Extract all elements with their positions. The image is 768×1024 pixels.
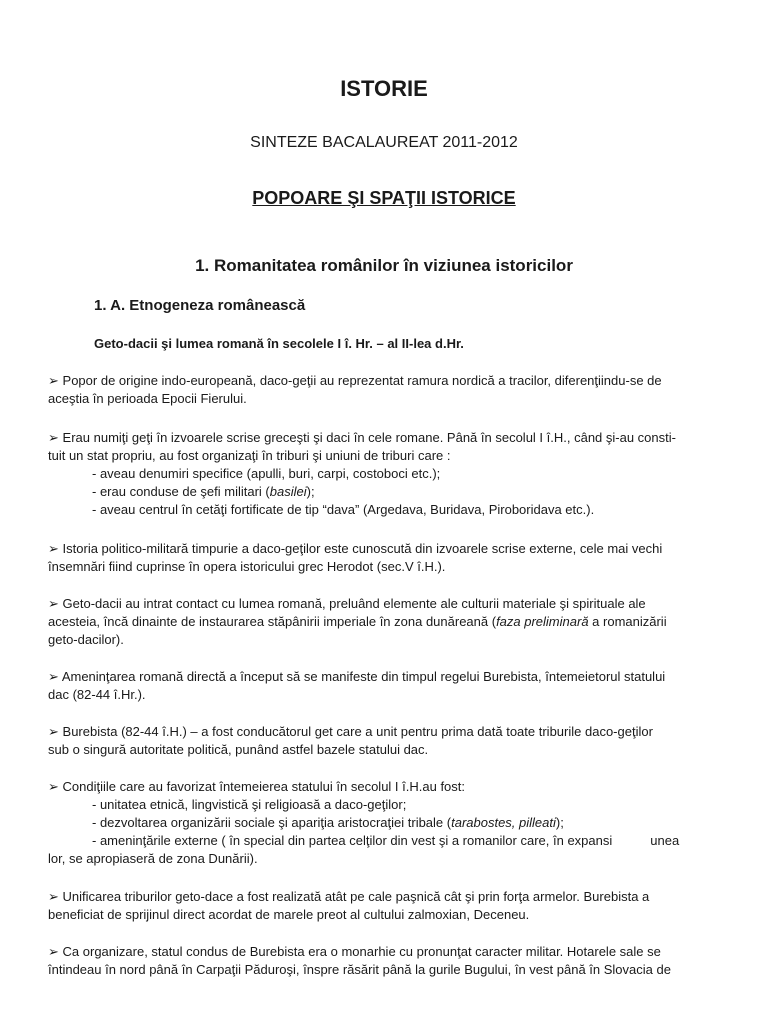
bullet-arrow-icon: ➢ xyxy=(48,430,59,445)
paragraph-line: lor, se apropiaseră de zona Dunării). xyxy=(48,851,258,866)
paragraph-3 xyxy=(48,540,720,576)
paragraph-line: ➢ Condiţiile care au favorizat întemeierea statului în secolul I î.H.au fost: xyxy=(48,779,466,794)
document-title: ISTORIE xyxy=(340,76,428,101)
paragraph-6 xyxy=(48,723,720,759)
bullet-arrow-icon: ➢ xyxy=(48,944,59,959)
paragraph-line: însemnări fiind cuprinse în opera istoricului grec Herodot (sec.V î.H.). xyxy=(48,559,446,574)
paragraph-line: ➢ Ameninţarea romană directă a început să se manifeste din timpul regelui Burebista, întemeietorul statului xyxy=(48,669,666,684)
bullet-arrow-icon: ➢ xyxy=(48,724,59,739)
paragraph-line: ➢ Unificarea triburilor geto-dace a fost realizată atât pe cale paşnică cât şi prin forţa armelor. Burebista a xyxy=(48,889,650,904)
paragraph-line: ➢ Erau numiţi geţi în izvoarele scrise greceşti şi daci în cele romane. Până în secolul I î.H., când şi-au consti- xyxy=(48,430,676,445)
list-item: - aveau denumiri specifice (apulli, buri, carpi, costoboci etc.); xyxy=(92,466,441,481)
document-subtitle: SINTEZE BACALAUREAT 2011-2012 xyxy=(250,134,518,151)
paragraph-7 xyxy=(48,778,720,868)
paragraph-line: ➢ Ca organizare, statul condus de Burebista era o monarhie cu pronunţat caracter militar. Hotarele sale se xyxy=(48,944,661,959)
paragraph-line: ➢ Istoria politico-militară timpurie a daco-geţilor este cunoscută din izvoarele scrise externe, cele mai vechi xyxy=(48,541,663,556)
list-item: - aveau centrul în cetăţi fortificate de tip “dava” (Argedava, Buridava, Piroboridava etc.). xyxy=(92,502,595,517)
list-item: - ameninţările externe ( în special din partea celţilor din vest şi a romanilor care, în expansi unea xyxy=(92,833,680,848)
subchapter-heading: 1. A. Etnogeneza românească xyxy=(94,297,306,314)
paragraph-line: sub o singură autoritate politică, punând astfel bazele statului dac. xyxy=(48,742,429,757)
bullet-arrow-icon: ➢ xyxy=(48,373,59,388)
paragraph-5 xyxy=(48,668,720,704)
bullet-arrow-icon: ➢ xyxy=(48,541,59,556)
paragraph-line: aceştia în perioada Epocii Fierului. xyxy=(48,391,247,406)
paragraph-line: beneficiat de sprijinul direct acordat de marele preot al cultului zalmoxian, Deceneu. xyxy=(48,907,530,922)
bullet-arrow-icon: ➢ xyxy=(48,596,59,611)
paragraph-line: acesteia, încă dinainte de instaurarea stăpânirii imperiale în zona dunăreană (faza preliminară a romanizării xyxy=(48,614,667,629)
paragraph-4 xyxy=(48,595,720,649)
paragraph-1 xyxy=(48,372,720,408)
paragraph-line: ➢ Popor de origine indo-europeană, daco-geţii au reprezentat ramura nordică a tracilor, diferenţiindu-se de xyxy=(48,373,662,388)
bullet-arrow-icon: ➢ xyxy=(48,669,59,684)
list-item: - erau conduse de şefi militari (basilei); xyxy=(92,484,315,499)
subsection-heading: Geto-dacii şi lumea romană în secolele I î. Hr. – al II-lea d.Hr. xyxy=(94,336,464,351)
list-item: - unitatea etnică, lingvistică şi religioasă a daco-geţilor; xyxy=(92,797,407,812)
paragraph-2 xyxy=(48,429,720,519)
paragraph-8 xyxy=(48,888,720,924)
bullet-arrow-icon: ➢ xyxy=(48,779,59,794)
bullet-arrow-icon: ➢ xyxy=(48,889,59,904)
paragraph-line: ➢ Burebista (82-44 î.H.) – a fost conducătorul get care a unit pentru prima dată toate triburile daco-geţilor xyxy=(48,724,653,739)
paragraph-line: întindeau în nord până în Carpaţii Păduroşi, înspre răsărit până la gurile Bugului, în vest până în Slovacia de xyxy=(48,962,671,977)
list-item: - dezvoltarea organizării sociale şi apariţia aristocraţiei tribale (tarabostes, pilleati); xyxy=(92,815,564,830)
chapter-heading: 1. Romanitatea românilor în viziunea istoricilor xyxy=(195,256,573,275)
paragraph-line: tuit un stat propriu, au fost organizaţi în triburi şi uniuni de triburi care : xyxy=(48,448,451,463)
paragraph-9 xyxy=(48,943,720,979)
section-title: POPOARE ŞI SPAŢII ISTORICE xyxy=(252,188,516,208)
paragraph-line: geto-dacilor). xyxy=(48,632,124,647)
paragraph-line: ➢ Geto-dacii au intrat contact cu lumea romană, preluând elemente ale culturii materiale şi spirituale ale xyxy=(48,596,646,611)
paragraph-line: dac (82-44 î.Hr.). xyxy=(48,687,146,702)
